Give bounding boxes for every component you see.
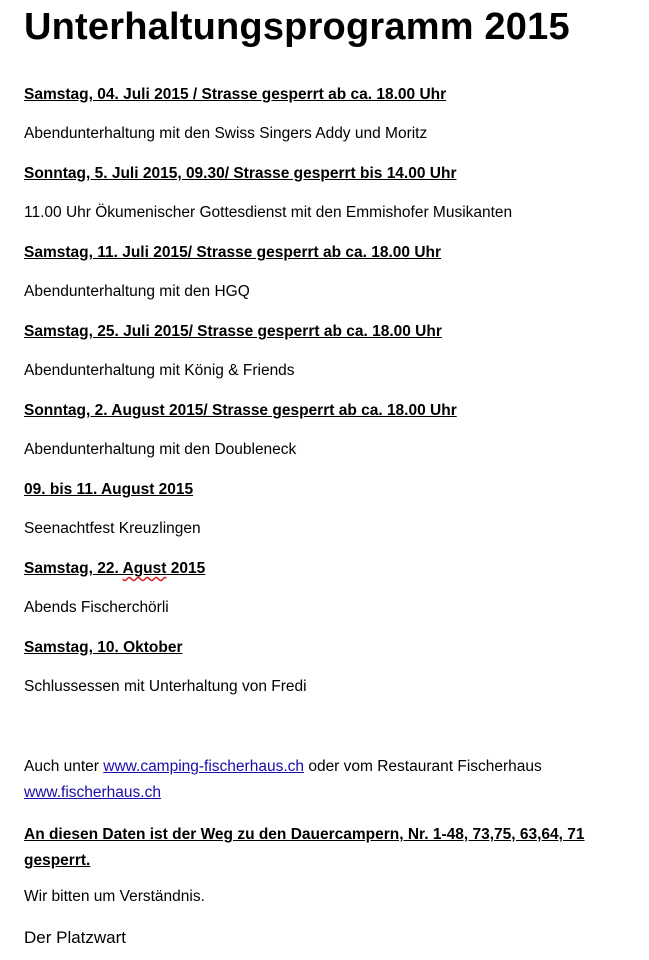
restaurant-website-link[interactable]: www.fischerhaus.ch <box>24 784 161 801</box>
info-prefix: Auch unter <box>24 758 104 775</box>
event-date-1: Samstag, 04. Juli 2015 / Strasse gesperrt ab ca. 18.00 Uhr <box>24 86 447 103</box>
page-title: Unterhaltungsprogramm 2015 <box>24 6 570 48</box>
event-description-7: Abends Fischerchörli <box>24 599 169 616</box>
info-line-2 <box>24 784 161 802</box>
camping-website-link[interactable]: www.camping-fischerhaus.ch <box>103 758 305 775</box>
closure-notice: An diesen Daten ist der Weg zu den Dauercampern, Nr. 1-48, 73,75, 63,64, 71 gesperrt. <box>24 826 585 869</box>
event-description-2: 11.00 Uhr Ökumenischer Gottesdienst mit den Emmishofer Musikanten <box>24 204 513 221</box>
event-date-8: Samstag, 10. Oktober <box>24 639 183 656</box>
event-description-4: Abendunterhaltung mit König & Friends <box>24 362 295 379</box>
event-date-7-misspelled-word: Agust <box>122 560 167 577</box>
event-date-2: Sonntag, 5. Juli 2015, 09.30/ Strasse gesperrt bis 14.00 Uhr <box>24 165 457 182</box>
event-date-3: Samstag, 11. Juli 2015/ Strasse gesperrt ab ca. 18.00 Uhr <box>24 244 442 261</box>
event-description-5: Abendunterhaltung mit den Doubleneck <box>24 441 297 458</box>
event-date-4: Samstag, 25. Juli 2015/ Strasse gesperrt ab ca. 18.00 Uhr <box>24 323 442 340</box>
thanks-text: Wir bitten um Verständnis. <box>24 888 205 905</box>
event-description-3: Abendunterhaltung mit den HGQ <box>24 283 250 300</box>
signature: Der Platzwart <box>24 928 127 947</box>
event-date-5: Sonntag, 2. August 2015/ Strasse gesperrt ab ca. 18.00 Uhr <box>24 402 457 419</box>
event-date-6: 09. bis 11. August 2015 <box>24 481 194 498</box>
event-date-7-suffix: 2015 <box>166 560 206 577</box>
info-middle: oder vom Restaurant Fischerhaus <box>304 758 542 775</box>
event-date-7-prefix: Samstag, 22. <box>24 560 123 577</box>
event-description-1: Abendunterhaltung mit den Swiss Singers Addy und Moritz <box>24 125 428 142</box>
event-description-8: Schlussessen mit Unterhaltung von Fredi <box>24 678 307 695</box>
event-description-6: Seenachtfest Kreuzlingen <box>24 520 201 537</box>
info-line <box>24 758 542 776</box>
event-date-7 <box>24 560 205 578</box>
